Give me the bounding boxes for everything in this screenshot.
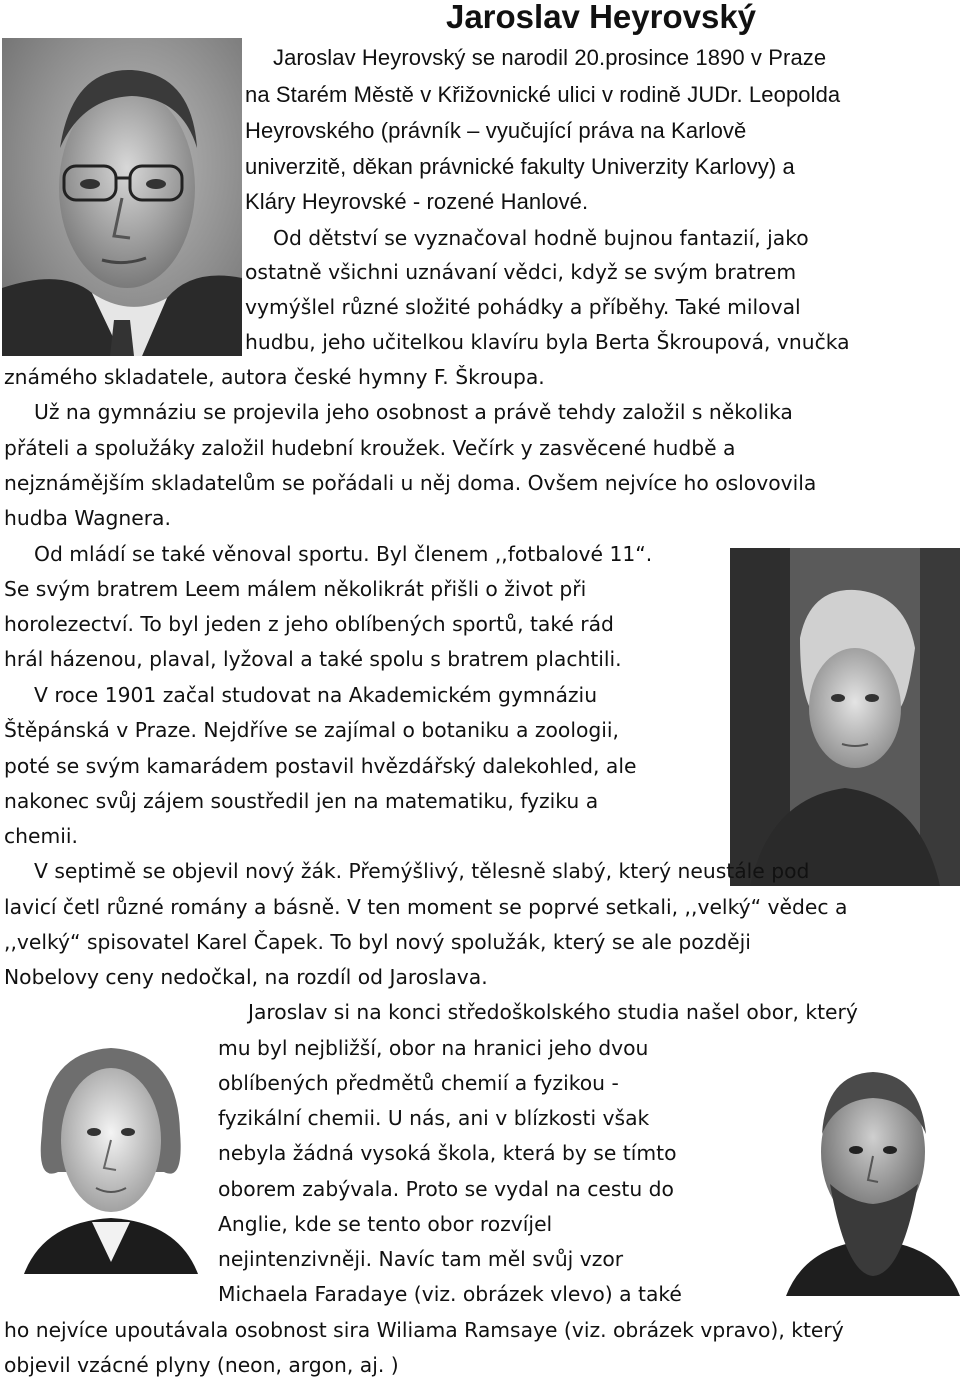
text-line: hudba Wagnera.	[4, 506, 171, 530]
text-line: nebyla žádná vysoká škola, která by se tímto	[218, 1141, 677, 1165]
text-line: Jaroslav Heyrovský se narodil 20.prosince 1890 v Praze	[273, 45, 827, 70]
text-line: V roce 1901 začal studovat na Akademickém gymnáziu	[34, 683, 598, 707]
text-line: Anglie, kde se tento obor rozvíjel	[218, 1212, 553, 1236]
text-line: V septimě se objevil nový žák. Přemýšlivý, tělesně slabý, který neustále pod	[34, 859, 810, 883]
text-line: hudbu, jeho učitelkou klavíru byla Berta Škroupová, vnučka	[245, 330, 850, 354]
text-line: chemii.	[4, 824, 78, 848]
ramsay-photo	[786, 1044, 960, 1296]
text-line: Se svým bratrem Leem málem několikrát přišli o život při	[4, 577, 587, 601]
text-line: vymýšlel různé složité pohádky a příběhy. Také miloval	[245, 295, 801, 319]
text-line: objevil vzácné plyny (neon, argon, aj. )	[4, 1353, 399, 1377]
text-line: horolezectví. To byl jeden z jeho oblíbených sportů, také rád	[4, 612, 614, 636]
text-line: ho nejvíce upoutávala osobnost sira Wiliama Ramsaye (viz. obrázek vpravo), který	[4, 1318, 844, 1342]
text-line: Nobelovy ceny nedočkal, na rozdíl od Jaroslava.	[4, 965, 488, 989]
text-line: známého skladatele, autora české hymny F. Škroupa.	[4, 365, 545, 389]
text-line: nakonec svůj zájem soustředil jen na matematiku, fyziku a	[4, 789, 599, 813]
text-line: Od dětství se vyznačoval hodně bujnou fantazií, jako	[273, 226, 809, 250]
text-line: nejznámějším skladatelům se pořádali u něj doma. Ovšem nejvíce ho oslovovila	[4, 471, 817, 495]
text-line: univerzitě, děkan právnické fakulty Univerzity Karlovy) a	[245, 154, 795, 179]
text-line: přáteli a spolužáky založil hudební kroužek. Večírk y zasvěcené hudbě a	[4, 436, 736, 460]
text-line: poté se svým kamarádem postavil hvězdářský dalekohled, ale	[4, 754, 637, 778]
young-heyrovsky-photo	[730, 548, 960, 886]
text-line: Heyrovského (právník – vyučující práva na Karlově	[245, 118, 747, 143]
text-line: Už na gymnáziu se projevila jeho osobnost a právě tehdy založil s několika	[34, 400, 793, 424]
text-line: ostatně všichni uznávaní vědci, když se svým bratrem	[245, 260, 797, 284]
text-line: Michaela Faradaye (viz. obrázek vlevo) a také	[218, 1282, 682, 1306]
text-line: Kláry Heyrovské - rozené Hanlové.	[245, 189, 589, 214]
page-title: Jaroslav Heyrovský	[445, 0, 757, 35]
text-line: lavicí četl různé romány a básně. V ten moment se poprvé setkali, ,,velký“ vědec a	[4, 895, 848, 919]
text-line: oborem zabývala. Proto se vydal na cestu do	[218, 1177, 674, 1201]
text-line: mu byl nejbližší, obor na hranici jeho dvou	[218, 1036, 649, 1060]
text-line: Jaroslav si na konci středoškolského studia našel obor, který	[248, 1000, 858, 1024]
text-line: fyzikální chemii. U nás, ani v blízkosti však	[218, 1106, 650, 1130]
text-line: oblíbených předmětů chemií a fyzikou -	[218, 1071, 619, 1095]
text-line: Od mládí se také věnoval sportu. Byl členem ,,fotbalové 11“.	[34, 542, 653, 566]
text-line: Štěpánská v Praze. Nejdříve se zajímal o botaniku a zoologii,	[4, 718, 619, 742]
text-line: ,,velký“ spisovatel Karel Čapek. To byl nový spolužák, který se ale později	[4, 930, 751, 954]
heyrovsky-portrait-photo	[2, 38, 242, 356]
text-line: hrál házenou, plaval, lyžoval a také spolu s bratrem plachtili.	[4, 647, 622, 671]
faraday-photo	[14, 1022, 208, 1274]
text-line: na Starém Městě v Křižovnické ulici v rodině JUDr. Leopolda	[245, 82, 841, 107]
text-line: nejintenzivněji. Navíc tam měl svůj vzor	[218, 1247, 624, 1271]
